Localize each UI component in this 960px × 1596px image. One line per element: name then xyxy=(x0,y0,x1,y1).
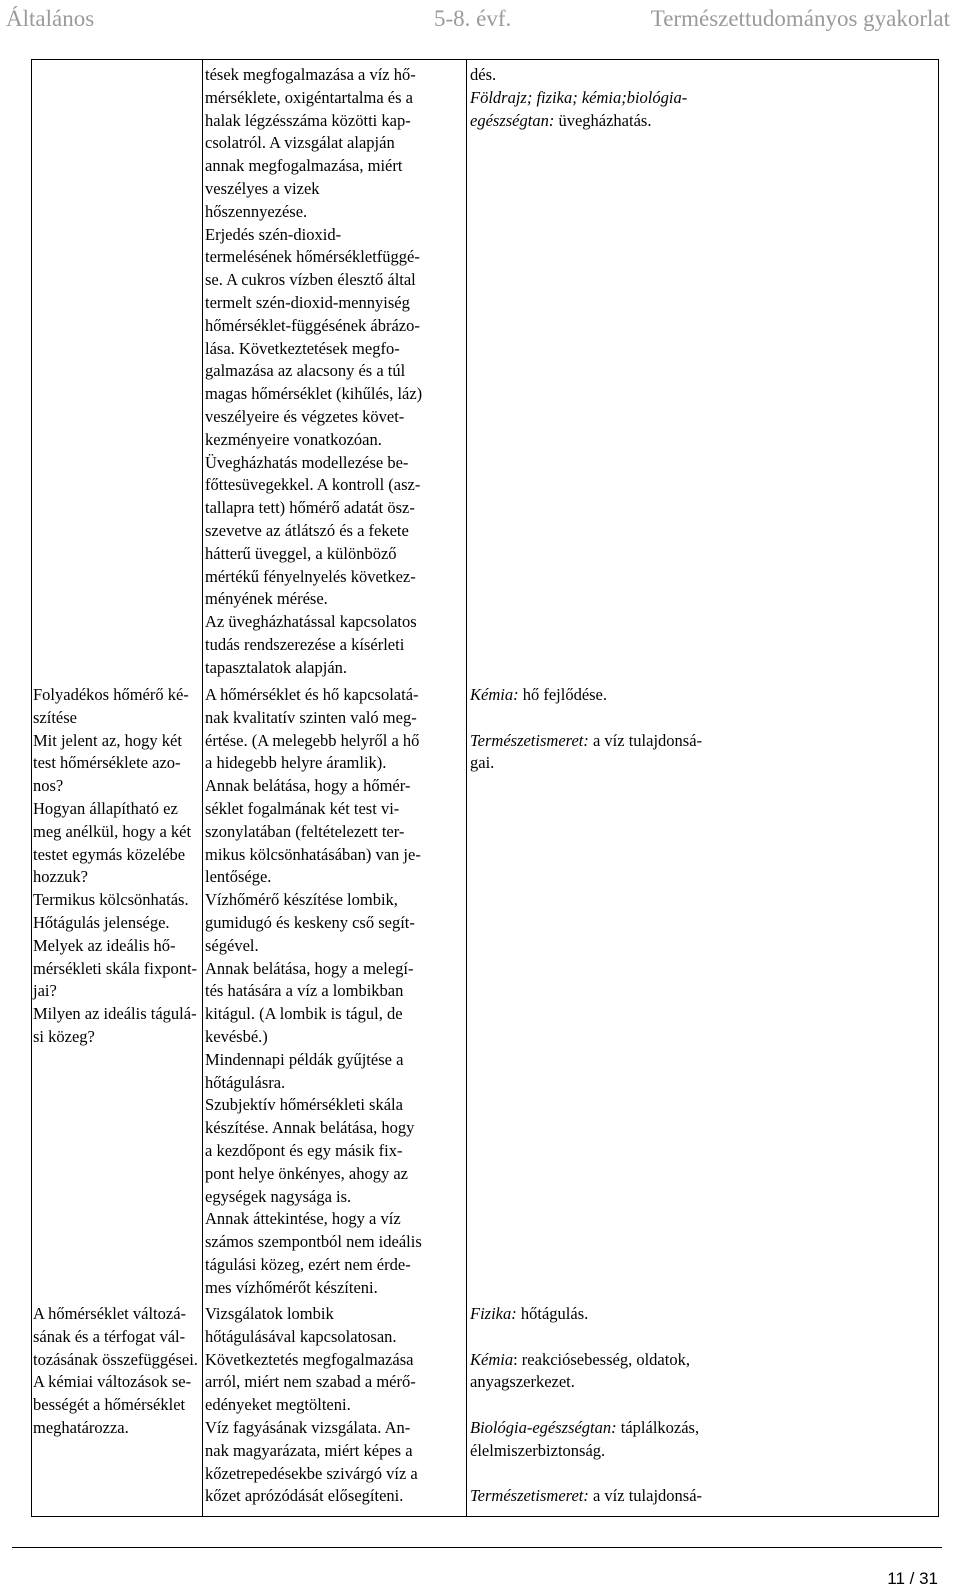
text-line: A kémiai változások se- xyxy=(33,1372,192,1392)
text-line: annak megfogalmazása, miért xyxy=(205,156,403,176)
text-line: szonylatában (feltételezett ter- xyxy=(205,821,405,841)
text-line: szítése xyxy=(33,707,77,727)
subject-label: Kémia xyxy=(470,1349,514,1369)
text-line: Annak belátása, hogy a melegí- xyxy=(205,958,414,978)
text-line: Az üvegházhatással kapcsolatos xyxy=(205,612,417,632)
text-line: gumidugó és keskeny cső segít- xyxy=(205,912,415,932)
connection-cell xyxy=(470,1303,702,1508)
text-line: halak légzésszáma közötti kap- xyxy=(205,110,411,130)
text-line: értése. (A melegebb helyről a hő xyxy=(205,730,420,750)
page-header xyxy=(0,0,960,42)
subject-text: élelmiszerbiztonság. xyxy=(470,1440,606,1460)
text-line xyxy=(470,87,687,110)
text-line xyxy=(470,64,687,87)
text-line: készítése. Annak belátása, hogy xyxy=(205,1118,415,1138)
text-line: Mindennapi példák gyűjtése a xyxy=(205,1049,404,1069)
text-line: se. A cukros vízben élesztő által xyxy=(205,270,416,290)
text-line: Annak belátása, hogy a hőmér- xyxy=(205,776,411,796)
text-line: kőzet aprózódását elősegíteni. xyxy=(205,1486,404,1506)
table-border-top xyxy=(31,59,939,60)
text-line xyxy=(470,1394,702,1417)
subject-text: : reakciósebesség, oldatok, xyxy=(513,1349,690,1369)
footer-rule xyxy=(12,1547,942,1548)
text-line: szevetve az átlátszó és a fekete xyxy=(205,520,409,540)
text-line: Hogyan állapítható ez xyxy=(33,798,178,818)
subject-text: üvegházhatás. xyxy=(554,110,652,130)
text-line xyxy=(470,1417,702,1440)
text-line: kitágul. (A lombik is tágul, de xyxy=(205,1004,403,1024)
topic-cell xyxy=(33,684,197,1049)
subject-label: Természetismeret: xyxy=(470,730,589,750)
text-line: hőtágulásával kapcsolatosan. xyxy=(205,1326,397,1346)
text-line: kőzetrepedésekbe szivárgó víz a xyxy=(205,1463,418,1483)
text-line: Folyadékos hőmérő ké- xyxy=(33,685,189,704)
text-line: Milyen az ideális tágulá- xyxy=(33,1004,197,1024)
page-number: 11 / 31 xyxy=(887,1569,938,1588)
subject-label: Fizika: xyxy=(470,1304,517,1323)
text-line: pont helye önkényes, ahogy az xyxy=(205,1163,408,1183)
text-line: Termikus kölcsönhatás. xyxy=(33,890,189,910)
text-line: ségével. xyxy=(205,935,259,955)
subject-text: a víz tulajdonsá- xyxy=(588,730,703,750)
text-line: Melyek az ideális hő- xyxy=(33,935,176,955)
text-line: lentősége. xyxy=(205,867,272,887)
text-line: Következtetés megfogalmazása xyxy=(205,1349,414,1369)
text-line: főttesüvegekkel. A kontroll (asz- xyxy=(205,475,421,495)
text-line: tallapra tett) hőmérő adatát ösz- xyxy=(205,498,415,518)
text-line: mikus kölcsönhatásában) van je- xyxy=(205,844,421,864)
subject-text: anyagszerkezet. xyxy=(470,1372,575,1392)
activity-cell xyxy=(205,684,422,1300)
text-line: hőszennyezése. xyxy=(205,201,308,221)
text-line: hőtágulásra. xyxy=(205,1072,286,1092)
subject-text: hőtágulás. xyxy=(516,1304,589,1323)
column-divider xyxy=(466,59,467,1517)
subject-label: Kémia: xyxy=(470,685,519,704)
subject-text: dés. xyxy=(470,65,497,84)
text-line: mes vízhőmérőt készíteni. xyxy=(205,1277,378,1297)
table-border-right xyxy=(938,59,939,1517)
text-line: lása. Következtetések megfo- xyxy=(205,338,400,358)
text-line: Szubjektív hőmérsékleti skála xyxy=(205,1095,403,1115)
text-line: Mit jelent az, hogy két xyxy=(33,730,182,750)
text-line: a kezdőpont és egy másik fix- xyxy=(205,1140,403,1160)
text-line: jai? xyxy=(33,981,57,1001)
activity-cell xyxy=(205,1303,418,1508)
text-line: hátterű üveggel, a különböző xyxy=(205,543,397,563)
text-line: ményének mérése. xyxy=(205,589,328,609)
text-line xyxy=(470,684,702,707)
text-line: magas hőmérséklet (kihűlés, láz) xyxy=(205,384,423,404)
text-line: csolatról. A vizsgálat alapján xyxy=(205,133,395,153)
subject-text: hő fejlődése. xyxy=(518,685,608,704)
text-line: tés hatására a víz a lombikban xyxy=(205,981,404,1001)
text-line: Víz fagyásának vizsgálata. An- xyxy=(205,1417,411,1437)
text-line: testet egymás közelébe xyxy=(33,844,186,864)
text-line: Erjedés szén-dioxid- xyxy=(205,224,342,244)
text-line: tudás rendszerezése a kísérleti xyxy=(205,634,405,654)
subject-text: gai. xyxy=(470,753,495,773)
text-line: Annak áttekintése, hogy a víz xyxy=(205,1209,401,1229)
text-line: hőmérséklet-függésének ábrázo- xyxy=(205,315,420,335)
text-line: nos? xyxy=(33,776,64,796)
header-left: Általános xyxy=(6,6,95,31)
text-line: arról, miért nem szabad a mérő- xyxy=(205,1372,416,1392)
subject-label: Földrajz; fizika; kémia;biológia- xyxy=(470,87,688,107)
text-line: meghatározza. xyxy=(33,1417,129,1437)
text-line: kevésbé.) xyxy=(205,1026,268,1046)
connection-cell xyxy=(470,64,687,132)
text-line: tések megfogalmazása a víz hő- xyxy=(205,65,416,84)
activity-cell xyxy=(205,64,422,680)
text-line: sának és a térfogat vál- xyxy=(33,1326,186,1346)
text-line: si közeg? xyxy=(33,1026,95,1046)
text-line: Vízhőmérő készítése lombik, xyxy=(205,890,398,910)
text-line: test hőmérséklete azo- xyxy=(33,753,181,773)
text-line: galmazása az alacsony és a túl xyxy=(205,361,406,381)
table-border-bottom xyxy=(31,1516,939,1517)
text-line xyxy=(470,1349,702,1372)
subject-text: a víz tulajdonsá- xyxy=(588,1486,703,1506)
text-line: nak kvalitatív szinten való meg- xyxy=(205,707,417,727)
text-line: veszélyeire és végzetes követ- xyxy=(205,406,405,426)
text-line: nak magyarázata, miért képes a xyxy=(205,1440,413,1460)
header-right: Természettudományos gyakorlat xyxy=(650,6,950,31)
text-line xyxy=(470,730,702,753)
text-line xyxy=(470,1485,702,1508)
text-line xyxy=(470,1326,702,1349)
text-line: meg anélkül, hogy a két xyxy=(33,821,192,841)
text-line: veszélyes a vizek xyxy=(205,178,320,198)
table-border-left xyxy=(31,59,32,1517)
text-line: mérséklete, oxigéntartalma és a xyxy=(205,87,413,107)
text-line: edényeket megtölteni. xyxy=(205,1395,351,1415)
text-line: bességét a hőmérséklet xyxy=(33,1395,186,1415)
subject-label: Természetismeret: xyxy=(470,1486,589,1506)
text-line: termelésének hőmérsékletfüggé- xyxy=(205,247,420,267)
text-line: tágulási közeg, ezért nem érde- xyxy=(205,1254,411,1274)
text-line: séklet fogalmának két test vi- xyxy=(205,798,400,818)
text-line: hozzuk? xyxy=(33,867,88,887)
text-line: mérsékleti skála fixpont- xyxy=(33,958,198,978)
text-line xyxy=(470,1463,702,1486)
text-line xyxy=(470,707,702,730)
text-line: kezményeire vonatkozóan. xyxy=(205,429,382,449)
text-line: tapasztalatok alapján. xyxy=(205,657,348,677)
text-line: a hidegebb helyre áramlik). xyxy=(205,753,387,773)
text-line: Hőtágulás jelensége. xyxy=(33,912,170,932)
text-line: tozásának összefüggései. xyxy=(33,1349,198,1369)
text-line xyxy=(470,1371,702,1394)
text-line: számos szempontból nem ideális xyxy=(205,1232,422,1252)
subject-label: egészségtan: xyxy=(470,110,555,130)
subject-text: táplálkozás, xyxy=(616,1417,700,1437)
text-line: A hőmérséklet és hő kapcsolatá- xyxy=(205,685,419,704)
subject-label: Biológia-egészségtan: xyxy=(470,1417,617,1437)
text-line: termelt szén-dioxid-mennyiség xyxy=(205,292,410,312)
header-middle: 5-8. évf. xyxy=(434,6,512,31)
text-line xyxy=(470,1303,702,1326)
connection-cell xyxy=(470,684,702,775)
text-line: egységek nagysága is. xyxy=(205,1186,352,1206)
text-line xyxy=(470,752,702,775)
topic-cell xyxy=(33,1303,198,1440)
text-line xyxy=(470,1440,702,1463)
column-divider xyxy=(202,59,203,1517)
text-line xyxy=(470,110,687,133)
text-line: Üvegházhatás modellezése be- xyxy=(205,452,409,472)
text-line: Vizsgálatok lombik xyxy=(205,1304,334,1323)
text-line: A hőmérséklet változá- xyxy=(33,1304,187,1323)
text-line: mértékű fényelnyelés következ- xyxy=(205,566,416,586)
